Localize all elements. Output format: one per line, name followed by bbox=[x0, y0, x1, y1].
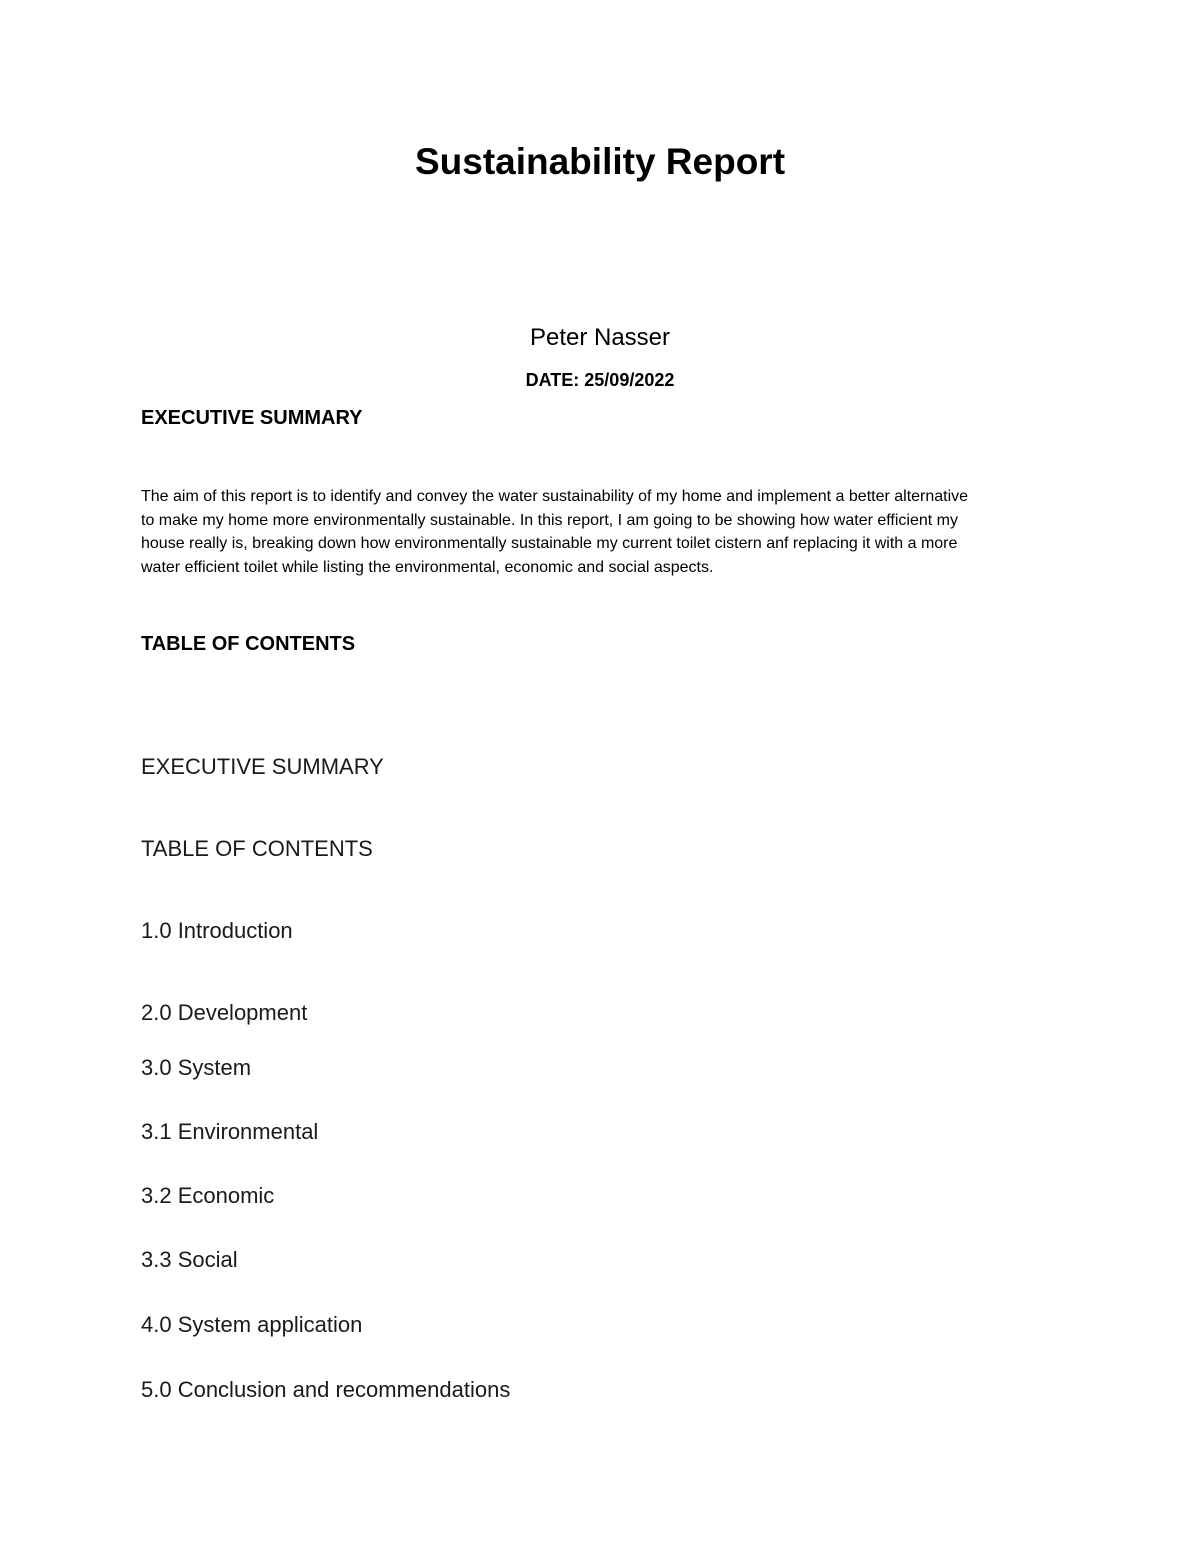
toc-item-system: 3.0 System bbox=[141, 1055, 252, 1080]
toc-item-table-of-contents: TABLE OF CONTENTS bbox=[141, 836, 373, 861]
summary-line: house really is, breaking down how environmentally sustainable my current toilet cistern anf replacing it with a more bbox=[141, 535, 958, 552]
toc-item-system-application: 4.0 System application bbox=[141, 1312, 363, 1337]
toc-item-environmental: 3.1 Environmental bbox=[141, 1119, 319, 1144]
summary-line: to make my home more environmentally sustainable. In this report, I am going to be showing how water efficient my bbox=[141, 511, 958, 529]
author-name: Peter Nasser bbox=[529, 324, 671, 351]
document-title: Sustainability Report bbox=[414, 141, 786, 182]
toc-item-executive-summary: EXECUTIVE SUMMARY bbox=[141, 754, 384, 779]
report-date: DATE: 25/09/2022 bbox=[525, 370, 675, 390]
toc-item-development: 2.0 Development bbox=[141, 1000, 308, 1025]
toc-item-conclusion: 5.0 Conclusion and recommendations bbox=[141, 1377, 511, 1402]
summary-line: The aim of this report is to identify and convey the water sustainability of my home and implement a better alternative bbox=[141, 488, 969, 505]
table-of-contents-heading: TABLE OF CONTENTS bbox=[141, 633, 356, 655]
toc-item-social: 3.3 Social bbox=[141, 1247, 238, 1272]
executive-summary-heading: EXECUTIVE SUMMARY bbox=[141, 407, 363, 429]
summary-line: water efficient toilet while listing the environmental, economic and social aspects. bbox=[141, 558, 714, 576]
toc-item-introduction: 1.0 Introduction bbox=[141, 918, 293, 943]
executive-summary-text bbox=[141, 485, 1061, 579]
toc-item-economic: 3.2 Economic bbox=[141, 1183, 275, 1208]
